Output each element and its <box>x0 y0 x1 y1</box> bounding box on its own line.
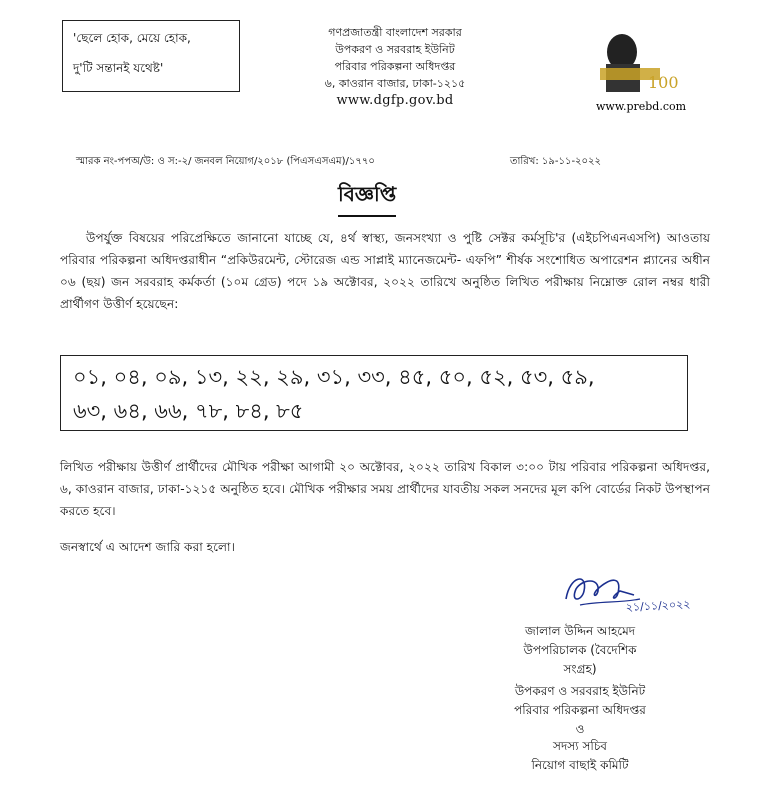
paragraph-intro: উপর্যুক্ত বিষয়ের পরিপ্রেক্ষিতে জানানো যাচ্ছে যে, ৪র্থ স্বাস্থ্য, জনসংখ্যা ও পুষ্টি সেক্টর কর্মসূচি'র (এইচপিএনএসপি) আওতায় পরিবার পরিকল্পনা অধিদপ্তরাধীন “প্রকিউরমেন্ট, স্টোরেজ এন্ড সাপ্লাই ম্যানেজমেন্ট- এফপি” শীর্ষক সংশোধিত অপারেশন প্ল্যানের অধীন ০৬ (ছয়) জন সরবরাহ কর্মকর্তা (১০ম গ্রেড) পদে ১৯ অক্টোবর, ২০২২ তারিখে অনুষ্ঠিত লিখিত পরীক্ষায় নিম্নোক্ত রোল নম্বর ধারী প্রার্থীগণ উত্তীর্ণ হয়েছেন: <box>60 231 710 311</box>
letterhead <box>280 24 510 109</box>
memo-number: স্মারক নং-পপঅ/উ: ও স:-২/ জনবল নিয়োগ/২০১৮ (পিএসএসএম)/১৭৭০ <box>76 156 375 167</box>
department-name: পরিবার পরিকল্পনা অধিদপ্তর <box>334 60 456 73</box>
slogan-line-1: 'ছেলে হোক, মেয়ে হোক, <box>73 31 191 45</box>
roll-numbers-line-1: ০১, ০৪, ০৯, ১৩, ২২, ২৯, ৩১, ৩৩, ৪৫, ৫০, ৫২, ৫৩, ৫৯, <box>73 365 595 389</box>
signature-date: ২১/১১/২০২২ <box>625 597 691 614</box>
signatory-and: ও <box>575 722 585 736</box>
signatory-block <box>478 622 682 679</box>
mujib-100-logo <box>592 28 684 94</box>
committee-name: নিয়োগ বাছাই কমিটি <box>531 758 629 772</box>
committee-block <box>478 737 682 775</box>
govt-name: গণপ্রজাতন্ত্রী বাংলাদেশ সরকার <box>328 26 462 39</box>
address: ৬, কাওরান বাজার, ঢাকা-১২১৫ <box>324 77 466 90</box>
roll-numbers-line-2: ৬৩, ৬৪, ৬৬, ৭৮, ৮৪, ৮৫ <box>73 399 304 423</box>
notice-title: বিজ্ঞপ্তি <box>338 180 396 217</box>
signatory-designation-1: উপপরিচালক (বৈদেশিক <box>523 643 637 657</box>
slogan-box <box>62 20 240 92</box>
signatory-unit: উপকরণ ও সরবরাহ ইউনিট <box>514 684 646 698</box>
signatory-designation-2: সংগ্রহ) <box>563 662 597 676</box>
paragraph-order: জনস্বার্থে এ আদেশ জারি করা হলো। <box>60 540 235 554</box>
website-link[interactable]: www.dgfp.gov.bd <box>336 93 454 108</box>
roll-number-box <box>60 355 688 431</box>
signature <box>560 565 710 615</box>
signatory-name: জালাল উদ্দিন আহমেদ <box>524 624 636 638</box>
issue-date: তারিখ: ১৯-১১-২০২২ <box>510 156 602 167</box>
paragraph-viva: লিখিত পরীক্ষায় উত্তীর্ণ প্রার্থীদের মৌখিক পরীক্ষা আগামী ২০ অক্টোবর, ২০২২ তারিখ বিকাল ৩:০০ টায় পরিবার পরিকল্পনা অধিদপ্তর, ৬, কাওরান বাজার, ঢাকা-১২১৫ অনুষ্ঠিত হবে। মৌখিক পরীক্ষার সময় প্রার্থীদের যাবতীয় সকল সনদের মূল কপি বোর্ডের নিকট উপস্থাপন করতে হবে। <box>60 460 710 518</box>
slogan-line-2: দু'টি সন্তানই যথেষ্ট' <box>73 61 164 75</box>
unit-name: উপকরণ ও সরবরাহ ইউনিট <box>335 43 455 56</box>
svg-text:100: 100 <box>648 73 679 92</box>
signatory-dept: পরিবার পরিকল্পনা অধিদপ্তর <box>514 703 646 717</box>
watermark-site: www.prebd.com <box>596 100 687 113</box>
signatory-office <box>478 682 682 739</box>
committee-role: সদস্য সচিব <box>553 739 607 753</box>
